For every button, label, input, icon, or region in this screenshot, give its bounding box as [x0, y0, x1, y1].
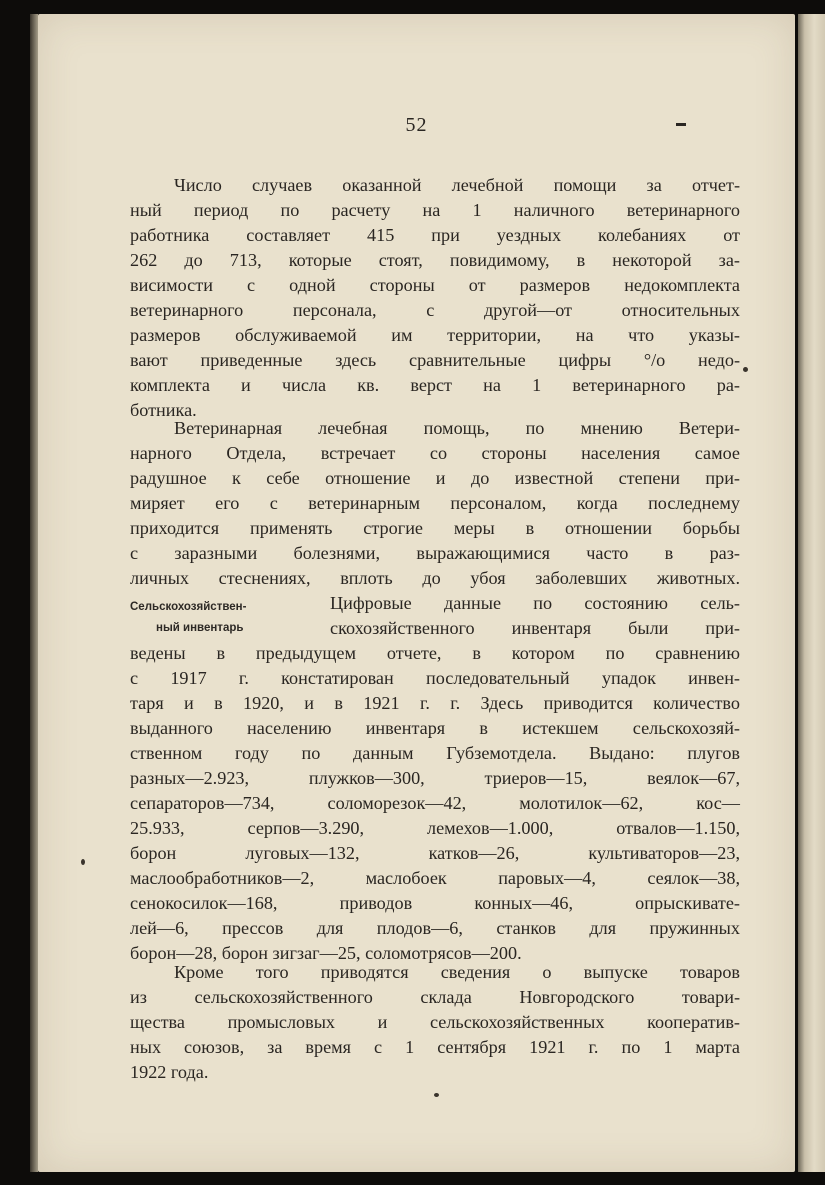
paragraph-vet-treatment-count	[130, 173, 740, 423]
text-line: 25.933, серпов—3.290, лемехов—1.000, отвалов—1.150,	[130, 818, 740, 838]
book-left-edge	[30, 14, 38, 1172]
text-line: борон—28, борон зигзаг—25, соломотрясов—200.	[130, 943, 522, 963]
text-line: выданного населению инвентаря в истекшем сельскохозяй-	[130, 718, 740, 738]
text-line: щества промысловых и сельскохозяйственных кооператив-	[130, 1012, 740, 1032]
ink-mark	[676, 123, 686, 126]
text-line: миряет его с ветеринарным персоналом, когда последнему	[130, 493, 740, 513]
text-line: Число случаев оказанной лечебной помощи за отчет-	[174, 175, 740, 195]
page-number: 52	[405, 114, 428, 136]
text-line: разных—2.923, плужков—300, триеров—15, веялок—67,	[130, 768, 740, 788]
text-line: сепараторов—734, соломорезок—42, молотилок—62, кос—	[130, 793, 740, 813]
margin-heading-line: Сельскохозяйствен-	[130, 601, 247, 613]
text-line: борон луговых—132, катков—26, культиваторов—23,	[130, 843, 740, 863]
text-line: ведены в предыдущем отчете, в котором по сравнению	[130, 643, 740, 663]
text-line: ветеринарного персонала, с другой—от относительных	[130, 300, 740, 320]
text-line: Цифровые данные по состоянию сель-	[330, 593, 740, 613]
text-line: ботника.	[130, 400, 197, 420]
text-line: с 1917 г. констатирован последовательный упадок инвен-	[130, 668, 740, 688]
paragraph-vet-department-opinion	[130, 416, 740, 591]
text-line: Ветеринарная лечебная помощь, по мнению Ветери-	[174, 418, 740, 438]
text-line: комплекта и числа кв. верст на 1 ветеринарного ра-	[130, 375, 740, 395]
text-line: ных союзов, за время с 1 сентября 1921 г. по 1 марта	[130, 1037, 740, 1057]
paragraph-agricultural-inventory	[130, 591, 740, 966]
text-line: с заразными болезнями, выражающимися часто в раз-	[130, 543, 740, 563]
text-line: сенокосилок—168, приводов конных—46, опрыскивате-	[130, 893, 740, 913]
text-line: маслообработников—2, маслобоек паровых—4, сеялок—38,	[130, 868, 740, 888]
text-line: лей—6, прессов для плодов—6, станков для пружинных	[130, 918, 740, 938]
text-line: радушное к себе отношение и до известной степени при-	[130, 468, 740, 488]
margin-heading-line: ный инвентарь	[156, 622, 244, 634]
text-line: ный период по расчету на 1 наличного ветеринарного	[130, 200, 740, 220]
text-line: размеров обслуживаемой им территории, на что указы-	[130, 325, 740, 345]
paper-speck	[81, 859, 85, 865]
text-line: таря и в 1920, и в 1921 г. г. Здесь приводится количество	[130, 693, 740, 713]
text-line: личных стеснениях, вплоть до убоя заболевших животных.	[130, 568, 740, 588]
document-page	[38, 14, 795, 1172]
text-line: скохозяйственного инвентаря были при-	[330, 618, 740, 638]
text-line: висимости с одной стороны от размеров недокомплекта	[130, 275, 740, 295]
paragraph-goods-release	[130, 960, 740, 1085]
facing-page-edge	[798, 14, 825, 1172]
text-line: из сельскохозяйственного склада Новгородского товари-	[130, 987, 740, 1007]
text-line: ственном году по данным Губземотдела. Выдано: плугов	[130, 743, 740, 763]
text-line: приходится применять строгие меры в отношении борьбы	[130, 518, 740, 538]
text-line: 262 до 713, которые стоят, повидимому, в некоторой за-	[130, 250, 740, 270]
text-line: 1922 года.	[130, 1062, 209, 1082]
text-line: вают приведенные здесь сравнительные цифры °/о недо-	[130, 350, 740, 370]
paper-speck	[743, 367, 748, 372]
text-line: Кроме того приводятся сведения о выпуске товаров	[174, 962, 740, 982]
paper-speck	[434, 1093, 439, 1097]
text-line: работника составляет 415 при уездных колебаниях от	[130, 225, 740, 245]
text-line: нарного Отдела, встречает со стороны населения самое	[130, 443, 740, 463]
